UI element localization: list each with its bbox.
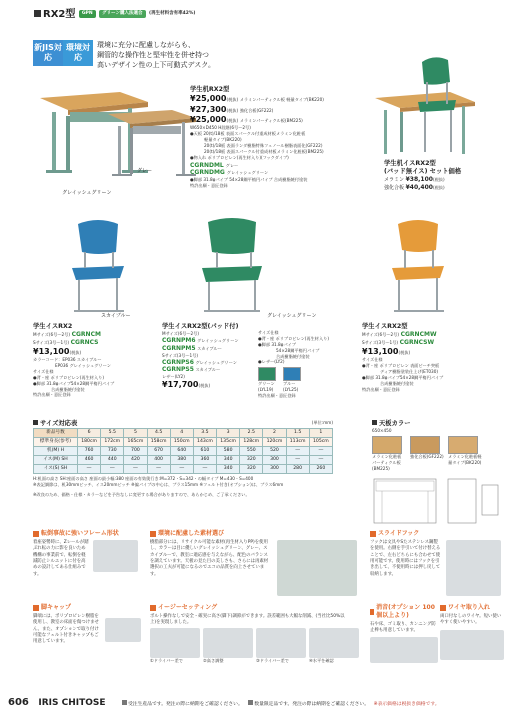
gpn-badge: GPN <box>79 10 96 18</box>
setting-step-label: ③ドライバー差で <box>256 658 289 663</box>
top-swatch-color <box>372 436 402 454</box>
size-table-section <box>33 420 343 498</box>
set-row <box>384 184 504 192</box>
top-colors-section <box>372 420 502 531</box>
table-cell: 340 <box>217 465 240 474</box>
chair-title: 学生イスRX2 <box>33 323 73 330</box>
feature-wire-image <box>440 630 504 660</box>
feature-text: 両口付なしのワイヤ。短い使いやすく使いやすい。 <box>440 613 502 626</box>
chair-size: Mサイズ(6号～2号) <box>162 331 199 337</box>
feature-wire <box>440 604 504 660</box>
top-swatch <box>410 436 444 472</box>
top-swatch-label: メラミン化粧板 パーティクル板(BM225) <box>372 454 402 471</box>
chair-size: Mサイズ(6号～2号) <box>362 332 399 338</box>
tagline <box>97 40 215 70</box>
table-cell: 158cm <box>147 438 170 447</box>
table-cell: 340 <box>217 456 240 465</box>
desk-gray-label: グレー <box>137 168 153 174</box>
tagline-line: 鋼管的な操作性と堅牢性を併せ持つ <box>97 51 209 60</box>
chair-spec-2-detail <box>258 330 348 399</box>
chair-leather: レザー(LY2) <box>162 374 185 380</box>
chair-size-row <box>33 339 163 347</box>
green-purchase-badge: グリーン購入法適合 <box>99 10 145 18</box>
chair-price: ¥13,100 <box>362 346 399 356</box>
table-cell: ― <box>78 465 101 474</box>
footer-note-price: ※表示価格は税抜き価格です。 <box>373 702 440 707</box>
table-header-cell: 新品号数 <box>34 429 78 438</box>
top-colors-title-text: 天板カラー <box>379 420 411 427</box>
feature-text: 脚端には、ポリプロピレン樹脂を使用し、教室の床面を傷つけません。また、オプションで取り付け可能なフェルト付きキャップもご用意しています。 <box>33 613 99 645</box>
table-cell: 120cm <box>263 438 286 447</box>
tag-new-jis <box>33 40 63 66</box>
table-cell: ― <box>124 465 147 474</box>
desk-model-color: グレー <box>225 162 239 168</box>
table-row <box>34 465 333 474</box>
tagline-line: 環境に充分に配慮しながらも、 <box>97 41 195 49</box>
chair-code: CGRNCS <box>70 338 99 346</box>
size-table-header <box>33 420 333 428</box>
page-number: 606 <box>8 697 29 708</box>
feature-text: 樹脂部分には、リサイクル可能な素材(再生材入りPP)を使用し、カラーは目に優しいグレイッシュグリーン、グレー、スカイブルーで、教室に適応感を与えながら、配色のバランスを調えています。天板の見た目の美しさも、さらには再素材選択の工夫が可能になるのでエコの品質を向上させています。 <box>150 539 269 577</box>
limited-icon <box>248 700 253 705</box>
setting-step <box>203 628 253 664</box>
chair-size-row <box>362 331 502 339</box>
table-cell: 105cm <box>309 438 332 447</box>
top-square-icon <box>372 420 377 425</box>
chair-price: ¥17,700 <box>162 379 199 389</box>
table-header-cell: 1.5 <box>286 429 309 438</box>
chair-code: CGRNPS6 <box>162 358 194 366</box>
top-swatch-label: メラミン化粧板軽量タイプ(BK220) <box>448 454 482 465</box>
page-header <box>34 8 195 21</box>
chair-spec-line: ●レザー(LY2) <box>258 359 285 365</box>
setting-step <box>150 628 200 664</box>
desk-frame: ●脚部 31.8φパイプ 54×28鋼平楕円パイプ 合成樹脂焼付塗装 <box>190 177 308 183</box>
chair-spec-line: ディア樹脂塗装仕上げ(ET030) <box>380 368 439 374</box>
table-cell: 580 <box>217 447 240 456</box>
table-cell: 机(M) H <box>34 447 78 456</box>
size-table-note: H:机面の高さ SH:座面の高さ 座面の最小幅:380 座面の有効奥行き:M=372・S=342・の幅タイプ M=430・S=400 <box>33 476 254 482</box>
top-swatch-list <box>372 436 502 472</box>
desk-price-row <box>190 115 330 125</box>
chair-code-color: スカイブルー <box>195 367 221 373</box>
desk-price: ¥27,300 <box>190 104 227 114</box>
set-title: 学生机イスRX2型 <box>384 160 436 167</box>
table-cell: 300 <box>263 456 286 465</box>
table-cell: 165cm <box>124 438 147 447</box>
table-cell: 400 <box>147 456 170 465</box>
table-cell: 260 <box>309 465 332 474</box>
setting-step-label: ④水平を確認 <box>309 658 334 663</box>
table-cell: 280 <box>286 465 309 474</box>
set-row-label: メラミン <box>384 177 405 184</box>
desk-price: ¥25,000 <box>190 94 227 104</box>
feature-title: スライドフック <box>370 530 502 538</box>
feature-title: 環境に配慮した素材選び <box>150 530 360 538</box>
chair-size-row <box>33 331 163 339</box>
tagline-line: 高いデザイン性の上下可動式デスク。 <box>97 61 215 70</box>
table-cell: 135cm <box>217 438 240 447</box>
chair-code: CGRNCSW <box>399 338 435 346</box>
set-row-label: 強化合板 <box>384 185 405 192</box>
leather-swatches <box>258 367 348 393</box>
footer-note: 受注生産品です。発注の際に納期をご確認ください。 <box>128 702 243 707</box>
chair-spec-line: サイズ仕様 <box>362 357 383 363</box>
chair-green-image <box>190 216 280 316</box>
table-header-cell: 3 <box>217 429 240 438</box>
feature-title: 転倒事故に強いフレーム形状 <box>33 530 143 538</box>
chair-code: CGRNPS5 <box>162 366 194 374</box>
chair-code-color: グレイッシュグリーン <box>195 359 237 365</box>
size-table-title-text: サイズ対応表 <box>40 420 78 427</box>
table-cell: イス(M) SH <box>34 456 78 465</box>
leather-swatch-blue <box>283 367 301 381</box>
feature-title: 消音(オプション 100個以上より) <box>370 604 438 620</box>
desk-price-row <box>190 105 330 115</box>
chair-price: ¥13,100 <box>33 346 70 356</box>
top-swatch <box>448 436 482 472</box>
feature-text: ボルト操作なしで安全・確実に高さ(脚下)調節ができます。誤差範囲も大幅な削減、(当社比50%以上)を実現しました。 <box>150 613 345 626</box>
chair-price-unit: (税抜) <box>398 349 411 355</box>
size-table <box>33 428 333 474</box>
chair-patent-note: 特許出願・意匠登録 <box>33 392 71 398</box>
chair-code: CGRNPM5 <box>162 344 196 352</box>
desk-model-code: CGRNDMG <box>190 169 225 177</box>
chair-spec-line: ●脚部 31.8φパイプ <box>258 341 296 347</box>
table-cell: ― <box>286 447 309 456</box>
chair-color-code: カラーコード：EP036 スカイブルー <box>33 357 102 363</box>
table-cell: 550 <box>240 447 263 456</box>
desk-model-color: グレイッシュグリーン <box>226 170 269 176</box>
desk-patent-note: 特許出願・意匠登録 <box>190 183 228 189</box>
tag-eco-label: 環境対応 <box>66 43 90 62</box>
feature-cap-image <box>105 618 141 642</box>
chair-code: CGRNPM6 <box>162 337 196 345</box>
desk-detail: 軽量タイプ(BK220) <box>204 137 242 143</box>
desk-price-unit: (税抜) <box>226 97 239 103</box>
setting-step-image <box>309 628 359 658</box>
feature-frame-image <box>93 540 138 572</box>
chair-size: Sサイズ(3号～1号) <box>33 339 70 345</box>
size-table-footnote: ※改良のため、価格・仕様・カラーなどを予告なしに変更する場合がありますので、あらかじめ、ご了承ください。 <box>33 491 250 497</box>
brand-name: IRIS CHITOSE <box>38 698 106 708</box>
top-swatch <box>372 436 406 472</box>
chair-blue-label: スカイブルー <box>101 313 131 319</box>
table-header-cell: 1 <box>309 429 332 438</box>
feature-setting <box>150 604 360 627</box>
table-cell: 320 <box>240 456 263 465</box>
top-swatch-color <box>448 436 478 454</box>
chair-wood-image <box>380 216 460 316</box>
chair-size: Sサイズ(3号～1号) <box>362 339 399 345</box>
chair-green-label: グレイッシュグリーン <box>267 313 317 319</box>
table-cell: 640 <box>170 447 193 456</box>
table-row <box>34 438 333 447</box>
table-header-cell: 2.5 <box>240 429 263 438</box>
chair-spec-line: ●脚部 31.8φパイプ54×28鋼平楕円パイプ <box>362 374 444 380</box>
feature-title: イージーセッティング <box>150 604 360 612</box>
table-cell: 520 <box>263 447 286 456</box>
chair-price-unit: (税抜) <box>69 349 82 355</box>
set-image <box>370 52 490 162</box>
table-cell: 180cm <box>78 438 101 447</box>
setting-step-image <box>256 628 306 658</box>
dimension-drawing <box>372 475 502 529</box>
table-cell: ― <box>101 465 124 474</box>
table-header-row <box>34 429 333 438</box>
size-table-note: ※表記調節は、机30mmピッチ、イス20mmピッチ ※偏パイプの中心は、プラス15mm ※フェルト付き(オプション)は、プラス6mm <box>33 482 284 488</box>
chair-title: 学生イスRX2型(パッド付) <box>162 323 239 330</box>
footer-notes <box>122 700 507 708</box>
table-cell: 172cm <box>101 438 124 447</box>
setting-step <box>309 628 359 664</box>
table-cell: 143cm <box>193 438 216 447</box>
desk-price: ¥25,000 <box>190 114 227 124</box>
desk-model-row <box>190 162 330 170</box>
setting-steps <box>150 628 360 664</box>
leather-swatch-label: ブルー(LYL25) <box>283 381 299 393</box>
recycled-note: (再生材料含有率42%) <box>149 11 196 17</box>
table-cell: ― <box>286 456 309 465</box>
desk-price-desc: 強化合板(GF222) <box>239 107 274 113</box>
table-header-cell: 5.5 <box>101 429 124 438</box>
top-swatch-color <box>410 436 440 454</box>
setting-step <box>256 628 306 664</box>
feature-hook-image <box>446 540 501 596</box>
table-cell: イス(S) SH <box>34 465 78 474</box>
desk-spec-block <box>190 86 330 189</box>
table-cell: 113cm <box>286 438 309 447</box>
chair-code: CGRNCMW <box>400 331 437 339</box>
desk-detail: 20(t)/18板 表面スパークル付重成材板メラミン化粧板(BM225) <box>204 148 324 154</box>
chair-code-color: グレイッシュグリーン <box>197 338 239 344</box>
chair-title: 学生イスRX2型 <box>362 323 408 330</box>
chair-spec-line: 合成樹脂焼付塗装 <box>276 353 310 359</box>
made-to-order-icon <box>122 700 127 705</box>
set-row <box>384 176 504 184</box>
feature-title: ワイヤ取り入れ <box>440 604 504 612</box>
table-cell: 760 <box>78 447 101 456</box>
chair-color-code: EP036 グレイッシュグリーン <box>55 363 111 369</box>
desk-price-desc: メラミンパーティクル板 軽量タイプ(BK220) <box>239 97 324 103</box>
feature-text: 着座姿勢時に、Zレールが踏ぶれ転の力に影を良いため機構の事業前で、転倒を軽減防止シルエットに付を高めの設計してある仕組みです。 <box>33 539 89 577</box>
chair-spec-line: 54×28鋼平楕円パイプ <box>276 347 320 353</box>
set-row-price: ¥40,400 <box>405 184 433 192</box>
chair-size-row <box>362 339 502 347</box>
desk-detail: ●物入れ ポリプロピレン(再生材入り)(フックダイプ) <box>190 154 289 160</box>
desk-size: W650×D450 H段階(6号～2号) <box>190 125 251 131</box>
chair-code-color: スカイブルー <box>197 345 222 351</box>
table-cell: ― <box>170 465 193 474</box>
set-row-unit: (税抜) <box>432 177 445 183</box>
chair-spec-3 <box>362 323 502 392</box>
table-cell: 730 <box>101 447 124 456</box>
chair-spec-line: 合成樹脂焼付塗装 <box>380 380 414 386</box>
chair-spec-line: ●背・座 ポリプロピレン(再生材入り) <box>258 335 329 341</box>
chair-spec-2 <box>162 323 262 390</box>
feature-eco-image <box>277 540 357 596</box>
desk-greenish-label: グレイッシュグリーン <box>62 190 112 196</box>
table-cell: 670 <box>147 447 170 456</box>
chair-blue-image <box>60 216 140 316</box>
table-cell: 420 <box>124 456 147 465</box>
table-cell: 360 <box>193 456 216 465</box>
tag-new-jis-label: 新JIS対応 <box>34 43 62 62</box>
chair-patent-note: 特許出願・意匠登録 <box>362 386 400 392</box>
chair-code: CGRNCM <box>71 331 101 339</box>
setting-step-image <box>203 628 253 658</box>
chair-spec-line: 合成樹脂焼付塗装 <box>51 386 85 392</box>
desk-price-unit: (税抜) <box>226 117 239 123</box>
chair-spec-line: ●背・座 ポリプロピレン 表面ビーチ突板 <box>362 363 440 369</box>
top-colors-title <box>372 420 502 428</box>
table-cell: 380 <box>170 456 193 465</box>
table-cell: 128cm <box>240 438 263 447</box>
desk-detail: ●天板 20(t)/18板 表面スパークル付重成材板メラミン化粧板 <box>190 131 306 137</box>
chair-size: Sサイズ(3号～1号) <box>162 352 199 358</box>
table-row <box>34 447 333 456</box>
table-cell: 460 <box>78 456 101 465</box>
desk-price-desc: メラミンパーティクル板(BM225) <box>239 117 303 123</box>
feature-text: フックは文具やSたステンレス鋼製を使用。右側を手引いて付け替えることで、左右どちらにも合わせて使用可能です。使用時にはフックを引き出して、不使用時には押し戻して収納します。 <box>370 539 441 577</box>
table-row <box>34 456 333 465</box>
table-cell: ― <box>147 465 170 474</box>
footer-note: 数量限定品です。発注の際は納期をご確認ください。 <box>254 702 370 707</box>
feature-text: 石や床、ゴミ取り、カンニング防止棒も用意しています。 <box>370 621 436 633</box>
table-cell: ― <box>309 456 332 465</box>
feature-title: 脚キャップ <box>33 604 143 612</box>
leather-swatch <box>283 367 305 393</box>
table-cell: 700 <box>124 447 147 456</box>
table-cell: 610 <box>193 447 216 456</box>
page-footer <box>8 696 106 710</box>
chair-spec-line: ●背・座 ポリプロピレン(再生材入り) <box>33 374 104 380</box>
leather-swatch <box>258 367 280 393</box>
tag-eco <box>63 40 93 66</box>
chair-spec-line: ●脚部 31.8φパイプ54×28鋼平楕円パイプ <box>33 380 115 386</box>
table-header-cell: 4.5 <box>147 429 170 438</box>
setting-step-label: ②高さ調整 <box>203 658 224 663</box>
chair-price-unit: (税抜) <box>198 382 211 388</box>
setting-step-label: ①ドライバー差で <box>150 658 183 663</box>
chair-spec-line: サイズ仕様 <box>258 330 279 335</box>
top-swatch-label: 強化合板(GF222) <box>410 454 444 460</box>
desk-model-code: CGRNDML <box>190 161 224 169</box>
chair-patent-note: 特許出願・意匠登録 <box>258 393 296 398</box>
chair-spec-line: サイズ仕様 <box>33 368 54 374</box>
chair-size: Mサイズ(6号～2号) <box>33 332 70 338</box>
table-square-icon <box>33 420 38 425</box>
page-title: RX2型 <box>43 9 76 20</box>
leather-swatch-label: グリーン(LYL19) <box>258 381 275 393</box>
top-colors-subtitle: 650×450 <box>372 428 392 434</box>
table-cell: 440 <box>101 456 124 465</box>
set-subtitle: (バッド無イス) セット価格 <box>384 168 462 176</box>
table-header-cell: 2 <box>263 429 286 438</box>
feature-silent-image <box>370 637 438 663</box>
desk-price-row <box>190 94 330 104</box>
table-header-cell: 4 <box>170 429 193 438</box>
set-row-unit: (税抜) <box>432 185 445 191</box>
table-cell: ― <box>193 465 216 474</box>
table-cell: 150cm <box>170 438 193 447</box>
table-cell: ― <box>309 447 332 456</box>
table-header-cell: 3.5 <box>193 429 216 438</box>
table-header-cell: 5 <box>124 429 147 438</box>
header-square-icon <box>34 10 41 17</box>
leather-swatch-green <box>258 367 276 381</box>
desk-title: 学生机RX2型 <box>190 86 230 93</box>
feature-silent <box>370 604 438 663</box>
size-table-title <box>33 420 77 428</box>
desk-price-unit: (税抜) <box>226 107 239 113</box>
table-cell: 320 <box>240 465 263 474</box>
set-row-price: ¥38,100 <box>405 176 433 184</box>
table-header-cell: 6 <box>78 429 101 438</box>
set-block <box>384 160 504 192</box>
setting-step-image <box>150 628 200 658</box>
table-cell: 300 <box>263 465 286 474</box>
size-table-unit: (単位:mm) <box>311 420 333 425</box>
desk-detail: 20(t)/18板 表面ランダ樹脂特殊フェノール樹脂表面化(GF222) <box>204 142 323 148</box>
table-cell: 標準身長(参考) <box>34 438 78 447</box>
chair-spec-1 <box>33 323 163 398</box>
